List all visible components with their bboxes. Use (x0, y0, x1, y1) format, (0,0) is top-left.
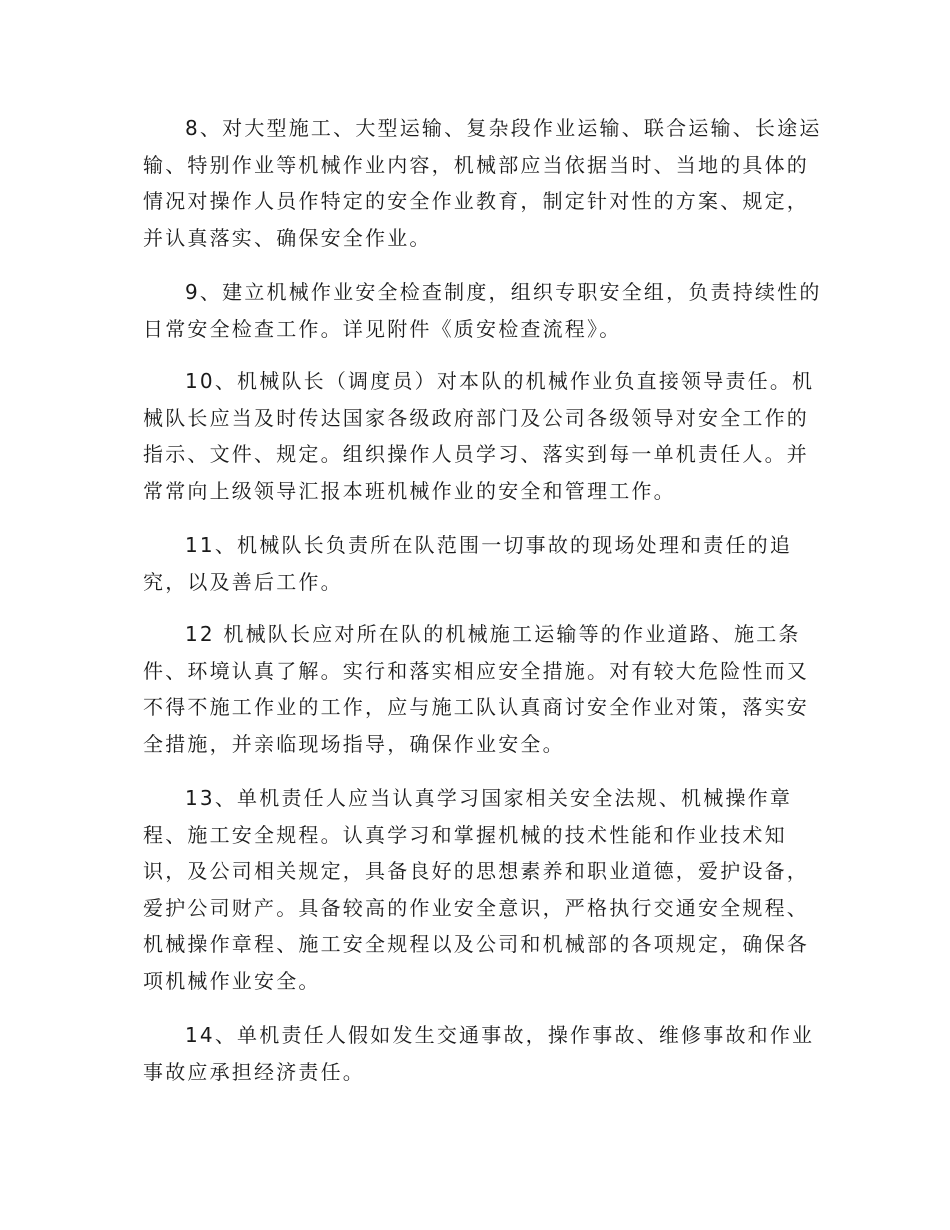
paragraph-line: 并认真落实、确保安全作业。 (143, 225, 432, 250)
paragraph-line: 11、机械队长负责所在队范围一切事故的现场处理和责任的追 (185, 533, 793, 557)
paragraph-item-10 (143, 363, 814, 509)
paragraph-line: 机械操作章程、施工安全规程以及公司和机械部的各项规定，确保各 (143, 932, 809, 956)
paragraph-line: 究，以及善后工作。 (143, 569, 343, 594)
paragraph-line: 事故应承担经济责任。 (143, 1059, 365, 1084)
paragraph-line: 不得不施工作业的工作，应与施工队认真商讨安全作业对策，落实安 (143, 695, 809, 719)
paragraph-item-12 (143, 616, 809, 762)
paragraph-line: 常常向上级领导汇报本班机械作业的安全和管理工作。 (143, 478, 676, 503)
paragraph-line: 日常安全检查工作。详见附件《质安检查流程》。 (143, 316, 622, 341)
paragraph-line: 识，及公司相关规定，具备良好的思想素养和职业道德，爱护设备， (143, 859, 809, 883)
paragraph-line: 项机械作业安全。 (143, 968, 321, 993)
paragraph-line: 12 机械队长应对所在队的机械施工运输等的作业道路、施工条 (185, 622, 801, 646)
paragraph-item-14 (143, 1017, 814, 1090)
paragraph-item-9 (143, 274, 822, 347)
paragraph-line: 13、单机责任人应当认真学习国家相关安全法规、机械操作章 (185, 786, 793, 810)
paragraph-line: 械队长应当及时传达国家各级政府部门及公司各级领导对安全工作的 (143, 405, 809, 430)
paragraph-line: 指示、文件、规定。组织操作人员学习、落实到每一单机责任人。并 (143, 442, 809, 466)
paragraph-item-11 (143, 527, 792, 600)
paragraph-line: 件、环境认真了解。实行和落实相应安全措施。对有较大危险性而又 (143, 658, 809, 683)
paragraph-line: 输、特别作业等机械作业内容，机械部应当依据当时、当地的具体的 (143, 152, 809, 177)
paragraph-line: 9、建立机械作业安全检查制度，组织专职安全组，负责持续性的 (185, 280, 822, 304)
paragraph-line: 情况对操作人员作特定的安全作业教育，制定针对性的方案、规定， (143, 189, 809, 213)
paragraph-line: 8、对大型施工、大型运输、复杂段作业运输、联合运输、长途运 (185, 116, 822, 140)
paragraph-line: 14、单机责任人假如发生交通事故，操作事故、维修事故和作业 (185, 1023, 815, 1047)
paragraph-line: 爱护公司财产。具备较高的作业安全意识，严格执行交通安全规程、 (143, 895, 809, 920)
paragraph-item-13 (143, 780, 809, 999)
paragraph-line: 10、机械队长（调度员）对本队的机械作业负直接领导责任。机 (185, 369, 815, 393)
paragraph-line: 程、施工安全规程。认真学习和掌握机械的技术性能和作业技术知 (143, 822, 787, 847)
paragraph-line: 全措施，并亲临现场指导，确保作业安全。 (143, 731, 565, 756)
paragraph-item-8 (143, 110, 822, 256)
